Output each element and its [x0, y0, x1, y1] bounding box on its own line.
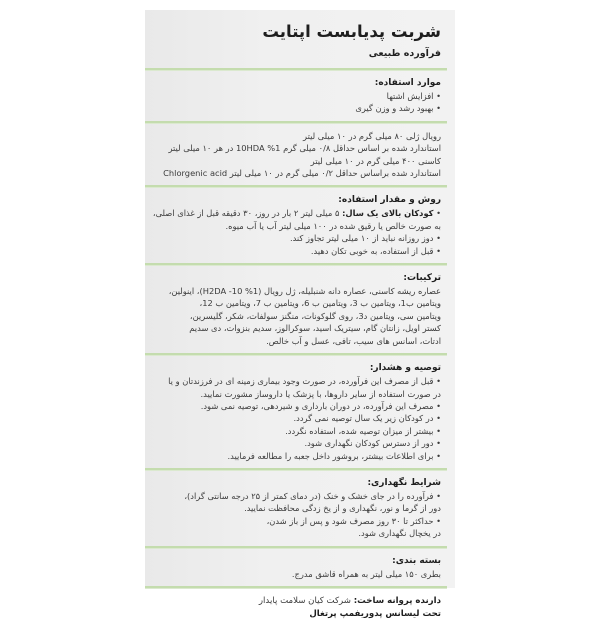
ingredients-line: عصاره ریشه کاسنی، عصاره دانه شنبلیله، ژل رویال (1% H2DA -10)، اینولین، [168, 286, 441, 297]
dosage-age-group: کودکان بالای یک سال: [342, 208, 434, 219]
license-section [155, 595, 441, 621]
divider [145, 263, 447, 266]
ingredients-line: ادتات، اسانس های سیب، تافی، عسل و آب خالص. [266, 335, 441, 346]
warning-item: • بیشتر از میزان توصیه شده، استفاده نگردد. [155, 425, 441, 437]
dosage-text: ۵ میلی لیتر ۲ بار در روز، ۳۰ دقیقه قبل از غذای اصلی، [152, 208, 343, 219]
warning-item: • در کودکان زیر یک سال توصیه نمی گردد. [155, 412, 441, 424]
warnings-section [155, 362, 441, 462]
ingredients-line: ویتامین سی، ویتامین د3، روی گلوکونات، منگنز سولفات، شکر، گلیسرین، [189, 310, 441, 321]
ingredients-line: ویتامین ب1، ویتامین ب 3، ویتامین ب 6، ویتامین ب 7، ویتامین ب 12، [199, 298, 441, 309]
uses-item: • بهبود رشد و وزن گیری [155, 102, 441, 114]
storage-continuation: در یخچال نگهداری شود. [358, 528, 441, 539]
product-label-card [145, 10, 455, 619]
warning-item: • مصرف این فرآورده، در دوران بارداری و شیردهی، توصیه نمی شود. [155, 400, 441, 412]
uses-section [155, 77, 441, 115]
dosage-item: • دوز روزانه نباید از ۱۰ میلی لیتر تجاوز کند. [155, 232, 441, 244]
ingredients-heading: ترکیبات: [403, 273, 441, 284]
license-holder: شرکت کیان سلامت پایدار [258, 595, 354, 606]
divider [145, 185, 447, 188]
license-holder-line [155, 595, 441, 608]
dosage-item: • قبل از استفاده، به خوبی تکان دهید. [155, 245, 441, 257]
product-title: شربت پدیابست اپتایت [262, 22, 441, 41]
warning-continuation: در صورت استفاده از سایر داروها، با پزشک یا داروساز مشورت نمایید. [200, 388, 441, 399]
packaging-heading: بسته بندی: [392, 555, 441, 566]
warning-item: • برای اطلاعات بیشتر، بروشور داخل جعبه را مطالعه فرمایید. [155, 450, 441, 462]
divider [145, 546, 447, 549]
composition-line: رویال ژلی ۸۰ میلی گرم در ۱۰ میلی لیتر [303, 130, 441, 141]
divider [145, 121, 447, 124]
storage-section [155, 477, 441, 540]
uses-heading: موارد استفاده: [374, 78, 441, 88]
dosage-continuation: به صورت خالص یا رقیق شده در ۱۰۰ میلی لیتر آب یا آب میوه. [225, 220, 441, 231]
storage-heading: شرایط نگهداری: [367, 477, 441, 488]
composition-line: استاندارد شده بر اساس حداقل ۰/۸ میلی گرم 10HDA %1 در هر ۱۰ میلی لیتر [168, 143, 441, 154]
divider [145, 586, 447, 589]
storage-item: • حداکثر تا ۳۰ روز مصرف شود و پس از باز شدن، [155, 515, 441, 527]
dosage-item [152, 207, 441, 219]
product-subtitle: فرآورده طبیعی [368, 48, 441, 59]
sublicense-line: تحت لیسانس پدوریفمپ پرتغال [309, 608, 441, 619]
composition-line: استاندارد شده براساس حداقل ۰/۲ میلی گرم در ۱۰ میلی لیتر Chlorgenic acid [163, 168, 441, 179]
storage-item: • فرآورده را در جای خشک و خنک (در دمای کمتر از ۲۵ درجه سانتی گراد)، [155, 490, 441, 502]
composition-summary-section [155, 130, 441, 180]
divider [145, 68, 447, 71]
dosage-heading: روش و مقدار استفاده: [338, 195, 441, 206]
packaging-section [155, 555, 441, 580]
composition-line: کاسنی ۴۰۰ میلی گرم در ۱۰ میلی لیتر [310, 155, 441, 166]
divider [145, 468, 447, 471]
ingredients-line: کستر اویل، زانتان گام، سیتریک اسید، سوکرالوز، سدیم بنزوات، دی سدیم [189, 323, 441, 334]
uses-item: • افزایش اشتها [155, 90, 441, 102]
divider [145, 353, 447, 356]
license-label: دارنده پروانه ساخت: [353, 595, 441, 606]
ingredients-section [155, 272, 441, 347]
dosage-section [152, 194, 441, 257]
storage-continuation: دور از گرما و نور، نگهداری و از یخ زدگی محافظت نمایید. [244, 503, 441, 514]
warnings-heading: توصیه و هشدار: [369, 363, 441, 374]
warning-item: • قبل از مصرف این فرآورده، در صورت وجود بیماری زمینه ای در فرزندتان و یا [155, 375, 441, 387]
warning-item: • دور از دسترس کودکان نگهداری شود. [155, 437, 441, 449]
packaging-text: بطری ۱۵۰ میلی لیتر به همراه قاشق مدرج. [291, 568, 441, 579]
